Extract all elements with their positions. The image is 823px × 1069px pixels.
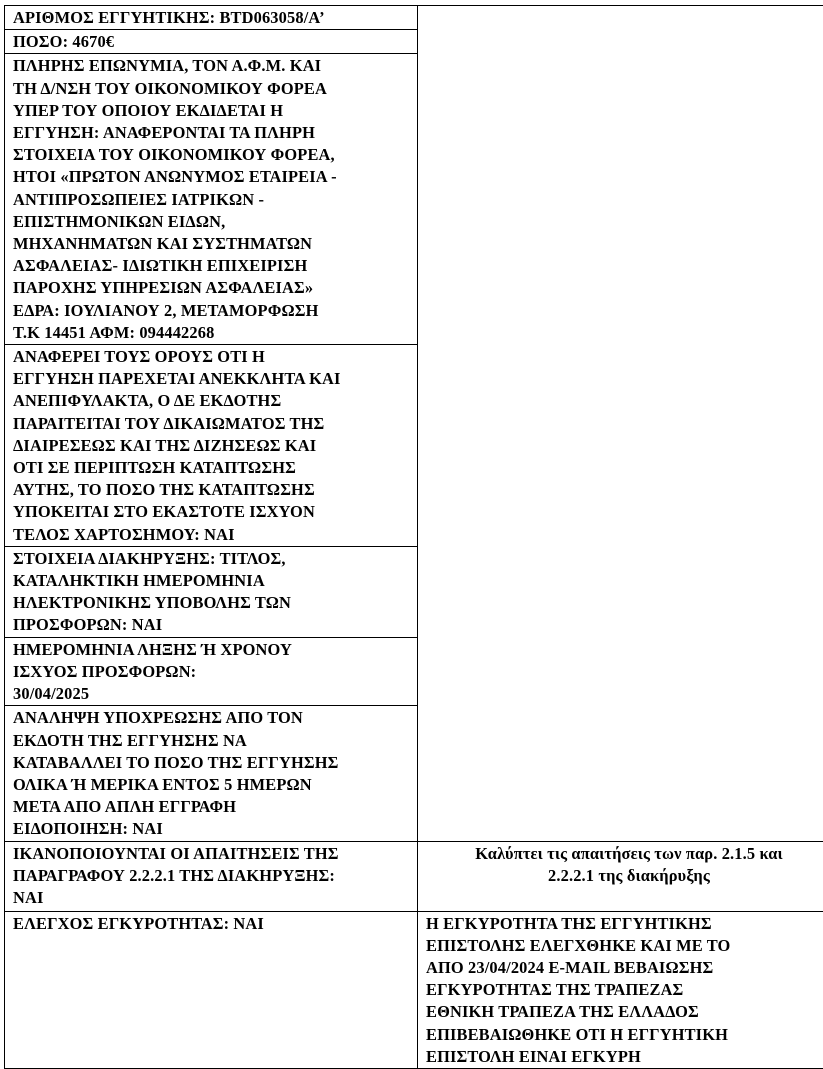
terms-cell xyxy=(5,345,418,547)
requirements-remark-text: Καλύπτει τις απαιτήσεις των παρ. 2.1.5 και 2.2.2.1 της διακήρυξης xyxy=(426,843,823,887)
empty-remarks-cell xyxy=(418,6,823,842)
requirements-text: ΙΚΑΝΟΠΟΙΟΥΝΤΑΙ ΟΙ ΑΠΑΙΤΗΣΕΙΣ ΤΗΣ ΠΑΡΑΓΡΑΦΟΥ 2.2.2.1 ΤΗΣ ΔΙΑΚΗΡΥΞΗΣ: ΝΑΙ xyxy=(13,843,413,910)
amount-cell xyxy=(5,30,418,54)
expiry-date-text: ΗΜΕΡΟΜΗΝΙΑ ΛΗΞΗΣ Ή ΧΡΟΝΟΥ ΙΣΧΥΟΣ ΠΡΟΣΦΟΡΩΝ: 30/04/2025 xyxy=(13,639,413,706)
validity-remark-text: Η ΕΓΚΥΡΟΤΗΤΑ ΤΗΣ ΕΓΓΥΗΤΙΚΗΣ ΕΠΙΣΤΟΛΗΣ ΕΛΕΓΧΘΗΚΕ ΚΑΙ ΜΕ ΤΟ ΑΠΟ 23/04/2024 E-MAIL ΒΕΒΑΙΩΣΗΣ ΕΓΚΥΡΟΤΗΤΑΣ ΤΗΣ ΤΡΑΠΕΖΑΣ ΕΘΝΙΚΗ ΤΡΑΠΕΖΑ ΤΗΣ ΕΛΛΑΔΟΣ ΕΠΙΒΕΒΑΙΩΘΗΚΕ ΟΤΙ Η ΕΓΓΥΗΤΙΚΗ ΕΠΙΣΤΟΛΗ ΕΙΝΑΙ ΕΓΚΥΡΗ xyxy=(426,913,823,1068)
table-row xyxy=(5,911,823,1068)
validity-remark-cell xyxy=(418,911,823,1068)
validity-check-text: ΕΛΕΓΧΟΣ ΕΓΚΥΡΟΤΗΤΑΣ: ΝΑΙ xyxy=(13,913,413,935)
validity-check-cell xyxy=(5,911,418,1068)
payment-obligation-cell xyxy=(5,706,418,841)
requirements-remark-cell xyxy=(418,841,823,911)
guarantee-number-text: ΑΡΙΘΜΟΣ ΕΓΓΥΗΤΙΚΗΣ: BTD063058/Α’ xyxy=(13,7,413,29)
table-row xyxy=(5,841,823,911)
economic-operator-cell xyxy=(5,54,418,345)
table-row xyxy=(5,6,823,30)
payment-obligation-text: ΑΝΑΛΗΨΗ ΥΠΟΧΡΕΩΣΗΣ ΑΠΟ ΤΟΝ ΕΚΔΟΤΗ ΤΗΣ ΕΓΓΥΗΣΗΣ ΝΑ ΚΑΤΑΒΑΛΛΕΙ ΤΟ ΠΟΣΟ ΤΗΣ ΕΓΓΥΗΣΗΣ ΟΛΙΚΑ Ή ΜΕΡΙΚΑ ΕΝΤΟΣ 5 ΗΜΕΡΩΝ ΜΕΤΑ ΑΠΟ ΑΠΛΗ ΕΓΓΡΑΦΗ ΕΙΔΟΠΟΙΗΣΗ: ΝΑΙ xyxy=(13,707,413,840)
amount-text: ΠΟΣΟ: 4670€ xyxy=(13,31,413,53)
terms-text: ΑΝΑΦΕΡΕΙ ΤΟΥΣ ΟΡΟΥΣ ΟΤΙ Η ΕΓΓΥΗΣΗ ΠΑΡΕΧΕΤΑΙ ΑΝΕΚΚΛΗΤΑ ΚΑΙ ΑΝΕΠΙΦΥΛΑΚΤΑ, Ο ΔΕ ΕΚΔΟΤΗΣ ΠΑΡΑΙΤΕΙΤΑΙ ΤΟΥ ΔΙΚΑΙΩΜΑΤΟΣ ΤΗΣ ΔΙΑΙΡΕΣΕΩΣ ΚΑΙ ΤΗΣ ΔΙΖΗΣΕΩΣ ΚΑΙ ΟΤΙ ΣΕ ΠΕΡΙΠΤΩΣΗ ΚΑΤΑΠΤΩΣΗΣ ΑΥΤΗΣ, ΤΟ ΠΟΣΟ ΤΗΣ ΚΑΤΑΠΤΩΣΗΣ ΥΠΟΚΕΙΤΑΙ ΣΤΟ ΕΚΑΣΤΟΤΕ ΙΣΧΥΟΝ ΤΕΛΟΣ ΧΑΡΤΟΣΗΜΟΥ: ΝΑΙ xyxy=(13,346,413,546)
guarantee-number-cell xyxy=(5,6,418,30)
expiry-date-cell xyxy=(5,637,418,706)
tender-details-text: ΣΤΟΙΧΕΙΑ ΔΙΑΚΗΡΥΞΗΣ: ΤΙΤΛΟΣ, ΚΑΤΑΛΗΚΤΙΚΗ ΗΜΕΡΟΜΗΝΙΑ ΗΛΕΚΤΡΟΝΙΚΗΣ ΥΠΟΒΟΛΗΣ ΤΩΝ ΠΡΟΣΦΟΡΩΝ: ΝΑΙ xyxy=(13,548,413,637)
requirements-cell xyxy=(5,841,418,911)
guarantee-evaluation-table xyxy=(4,5,823,1069)
tender-details-cell xyxy=(5,546,418,637)
economic-operator-text: ΠΛΗΡΗΣ ΕΠΩΝΥΜΙΑ, ΤΟΝ Α.Φ.Μ. ΚΑΙ ΤΗ Δ/ΝΣΗ ΤΟΥ ΟΙΚΟΝΟΜΙΚΟΥ ΦΟΡΕΑ ΥΠΕΡ ΤΟΥ ΟΠΟΙΟΥ ΕΚΔΙΔΕΤΑΙ Η ΕΓΓΥΗΣΗ: ΑΝΑΦΕΡΟΝΤΑΙ ΤΑ ΠΛΗΡΗ ΣΤΟΙΧΕΙΑ ΤΟΥ ΟΙΚΟΝΟΜΙΚΟΥ ΦΟΡΕΑ, ΗΤΟΙ «ΠΡΩΤΟΝ ΑΝΩΝΥΜΟΣ ΕΤΑΙΡΕΙΑ - ΑΝΤΙΠΡΟΣΩΠΕΙΕΣ ΙΑΤΡΙΚΩΝ - ΕΠΙΣΤΗΜΟΝΙΚΩΝ ΕΙΔΩΝ, ΜΗΧΑΝΗΜΑΤΩΝ ΚΑΙ ΣΥΣΤΗΜΑΤΩΝ ΑΣΦΑΛΕΙΑΣ- ΙΔΙΩΤΙΚΗ ΕΠΙΧΕΙΡΙΣΗ ΠΑΡΟΧΗΣ ΥΠΗΡΕΣΙΩΝ ΑΣΦΑΛΕΙΑΣ» ΕΔΡΑ: ΙΟΥΛΙΑΝΟΥ 2, ΜΕΤΑΜΟΡΦΩΣΗ Τ.Κ 14451 ΑΦΜ: 094442268 xyxy=(13,55,413,344)
